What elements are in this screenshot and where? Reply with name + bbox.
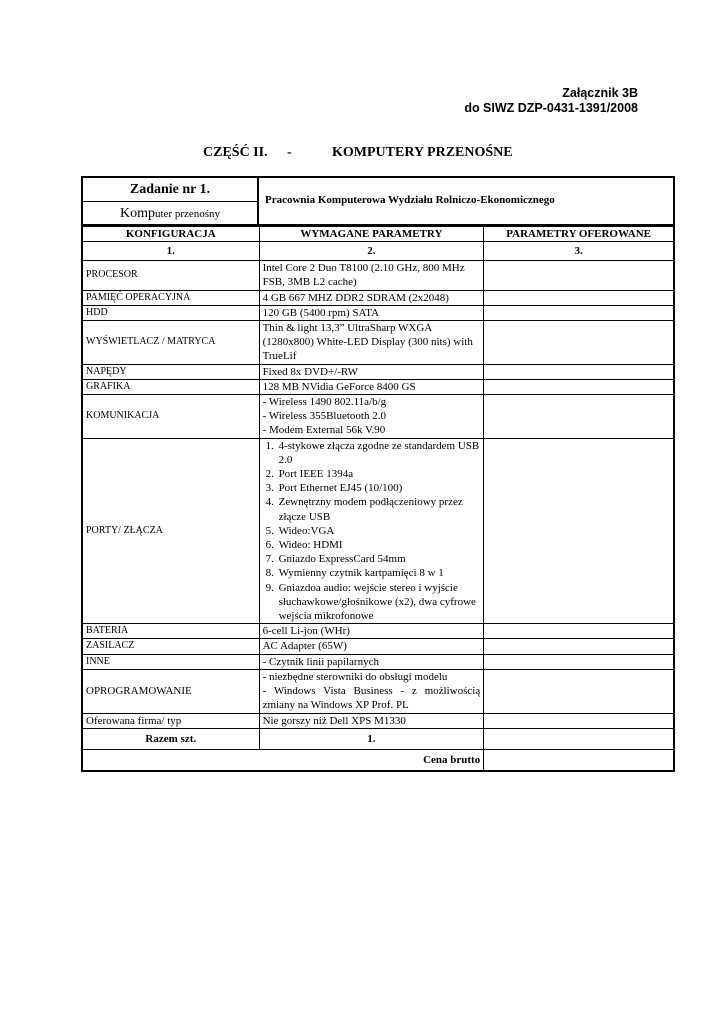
row-label: BATERIA — [82, 624, 259, 639]
row-value: 6-cell Li-jon (WHr) — [259, 624, 484, 639]
total-quantity: 1. — [259, 728, 484, 749]
row-label: PAMIĘĆ OPERACYJNA — [82, 290, 259, 305]
row-value: 4 GB 667 MHZ DDR2 SDRAM (2x2048) — [259, 290, 484, 305]
row-value — [259, 669, 484, 713]
spec-table — [81, 225, 675, 772]
row-value: Fixed 8x DVD+/-RW — [259, 364, 484, 379]
row-value: Thin & light 13,3” UltraSharp WXGA (1280x800) White-LED Display (300 nits) with TrueLif — [259, 321, 484, 365]
total-row — [82, 728, 674, 749]
col-number-1: 1. — [82, 242, 259, 261]
total-label: Razem szt. — [82, 728, 259, 749]
list-item: 1. 4-stykowe złącza zgodne ze standardem USB 2.0 — [277, 439, 481, 467]
table-row — [82, 639, 674, 654]
task-header — [81, 176, 675, 226]
table-row — [82, 669, 674, 713]
offered-cell[interactable] — [484, 261, 674, 290]
task-label: Zadanie nr 1. — [83, 178, 259, 202]
offered-cell[interactable] — [484, 290, 674, 305]
col-header-configuration: KONFIGURACJA — [82, 226, 259, 242]
list-item: 8. Wymienny czytnik kartpamięci 8 w 1 — [277, 566, 481, 580]
row-label: GRAFIKA — [82, 379, 259, 394]
table-row — [82, 261, 674, 290]
table-row — [82, 713, 674, 728]
col-header-offered: PARAMETRY OFEROWANE — [484, 226, 674, 242]
list-item: 4. Zewnętrzny modem podłączeniowy przez złącze USB — [277, 495, 481, 523]
offered-cell[interactable] — [484, 728, 674, 749]
list-item: - niezbędne sterowniki do obsługi modelu — [262, 670, 448, 683]
list-item: - Wireless 1490 802.11a/b/g — [262, 396, 387, 409]
list-item: - Wireless 355Bluetooth 2.0 — [262, 410, 386, 423]
offered-cell[interactable] — [484, 624, 674, 639]
ports-list — [263, 439, 481, 624]
row-value: 128 MB NVidia GeForce 8400 GS — [259, 379, 484, 394]
table-row — [82, 290, 674, 305]
list-item: 2. Port IEEE 1394a — [277, 467, 481, 481]
attachment-label: Załącznik 3B — [562, 86, 638, 100]
price-row — [82, 749, 674, 771]
offered-cell[interactable] — [484, 321, 674, 365]
col-header-required: WYMAGANE PARAMETRY — [259, 226, 484, 242]
lab-name: Pracownia Komputerowa Wydziału Rolniczo-Ekonomicznego — [265, 194, 555, 206]
list-item: 9. Gniazdoa audio: wejście stereo i wyjście słuchawkowe/głośnikowe (x2), dwa cyfrowe wejścia mikrofonowe — [277, 581, 481, 624]
list-item: 5. Wideo:VGA — [277, 524, 481, 538]
table-row — [82, 395, 674, 439]
task-subtitle-big: Komp — [119, 206, 155, 221]
row-label: INNE — [82, 654, 259, 669]
row-label: WYŚWIETLACZ / MATRYCA — [82, 321, 259, 365]
reference-number: do SIWZ DZP-0431-1391/2008 — [464, 101, 638, 115]
offered-cell[interactable] — [484, 379, 674, 394]
gross-price-label: Cena brutto — [82, 749, 484, 771]
table-row — [82, 321, 674, 365]
list-item: 6. Wideo: HDMI — [277, 538, 481, 552]
row-label: ZASILACZ — [82, 639, 259, 654]
gross-price-cell[interactable] — [484, 749, 674, 771]
row-label: PORTY/ ZŁĄCZA — [82, 438, 259, 624]
page-title: KOMPUTERY PRZENOŚNE — [332, 145, 513, 160]
list-item: 3. Port Ethernet EJ45 (10/100) — [277, 481, 481, 495]
offered-cell[interactable] — [484, 713, 674, 728]
table-row — [82, 364, 674, 379]
title-dash: - — [287, 145, 292, 160]
offered-cell[interactable] — [484, 639, 674, 654]
offered-cell[interactable] — [484, 669, 674, 713]
list-item: - Windows Vista Business - z możliwością zmiany na Windows XP Prof. PL — [262, 685, 481, 712]
column-number-row — [82, 242, 674, 261]
offered-cell[interactable] — [484, 364, 674, 379]
table-row — [82, 654, 674, 669]
table-row — [82, 379, 674, 394]
offered-cell[interactable] — [484, 395, 674, 439]
row-label: KOMUNIKACJA — [82, 395, 259, 439]
table-header-row — [82, 226, 674, 242]
col-number-2: 2. — [259, 242, 484, 261]
offered-cell[interactable] — [484, 438, 674, 624]
row-value — [259, 438, 484, 624]
row-label: PROCESOR — [82, 261, 259, 290]
table-row — [82, 438, 674, 624]
row-value — [259, 395, 484, 439]
table-row — [82, 624, 674, 639]
row-value: - Czytnik linii papilarnych — [259, 654, 484, 669]
offered-cell[interactable] — [484, 654, 674, 669]
row-label: HDD — [82, 305, 259, 320]
offered-cell[interactable] — [484, 305, 674, 320]
row-value: Intel Core 2 Duo T8100 (2.10 GHz, 800 MHz FSB, 3MB L2 cache) — [259, 261, 484, 290]
table-row — [82, 305, 674, 320]
task-subtitle — [83, 202, 259, 225]
list-item: 7. Gniazdo ExpressCard 54mm — [277, 552, 481, 566]
row-label: NAPĘDY — [82, 364, 259, 379]
row-value: AC Adapter (65W) — [259, 639, 484, 654]
row-value: 120 GB (5400 rpm) SATA — [259, 305, 484, 320]
part-number: CZĘŚĆ II. — [203, 145, 268, 160]
list-item: - Modem External 56k V.90 — [262, 424, 386, 437]
col-number-3: 3. — [484, 242, 674, 261]
row-label: OPROGRAMOWANIE — [82, 669, 259, 713]
task-subtitle-small: uter przenośny — [154, 208, 221, 220]
row-label: Oferowana firma/ typ — [82, 713, 259, 728]
row-value: Nie gorszy niż Dell XPS M1330 — [259, 713, 484, 728]
